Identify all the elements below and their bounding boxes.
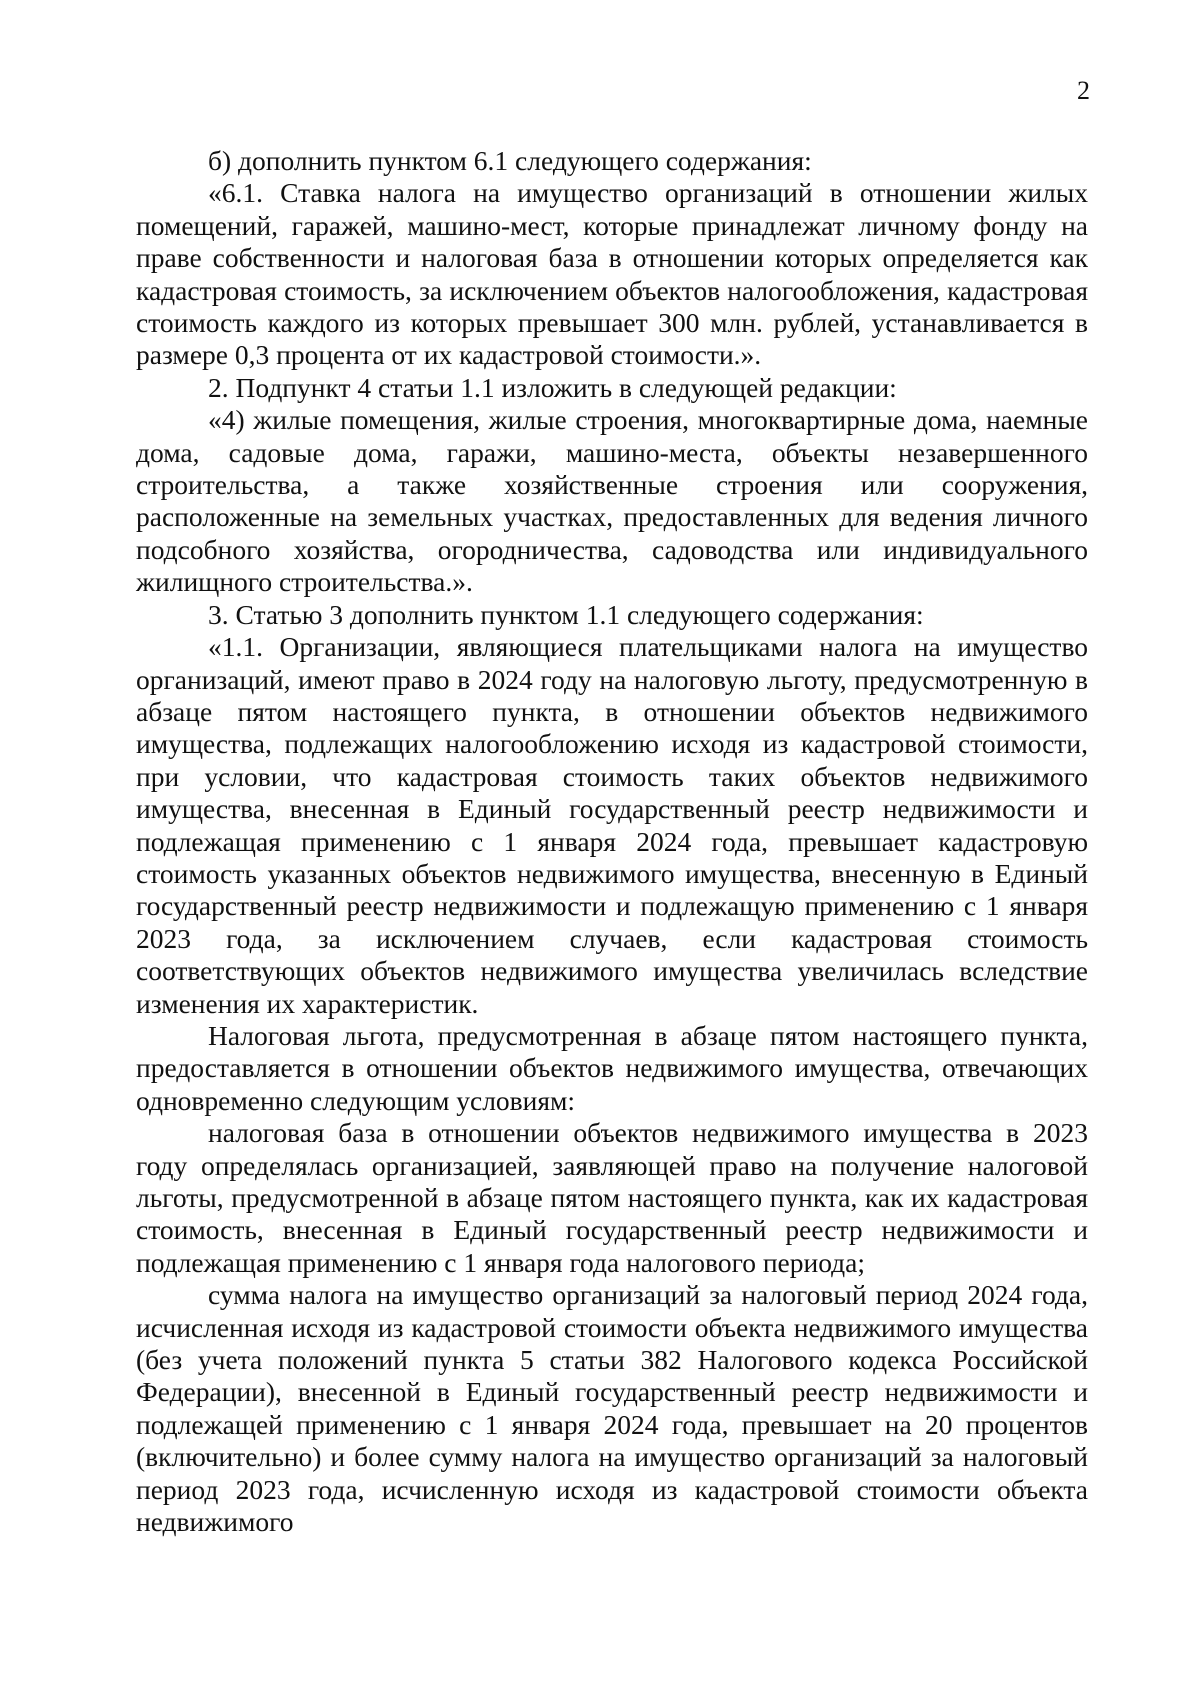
paragraph-condition-2: сумма налога на имущество организаций за налоговый период 2024 года, исчисленная исходя из кадастровой стоимости объекта недвижимого имущества (без учета положений пункта 5 статьи 382 Налогового кодекса Российской Федерации), внесенной в Единый государственный реестр недвижимости и подлежащей применению с 1 января 2024 года, превышает на 20 процентов (включительно) и более сумму налога на имущество организаций за налоговый период 2023 года, исчисленную исходя из кадастровой стоимости объекта недвижимого <box>136 1279 1088 1538</box>
paragraph-condition-1: налоговая база в отношении объектов недвижимого имущества в 2023 году определялась организацией, заявляющей право на получение налоговой льготы, предусмотренной в абзаце пятом настоящего пункта, как их кадастровая стоимость, внесенная в Единый государственный реестр недвижимости и подлежащая применению с 1 января года налогового периода; <box>136 1117 1088 1278</box>
paragraph-amendment-intro: б) дополнить пунктом 6.1 следующего содержания: <box>208 145 812 176</box>
paragraph-clause-1-1: «1.1. Организации, являющиеся плательщиками налога на имущество организаций, имеют право в 2024 году на налоговую льготу, предусмотренную в абзаце пятом настоящего пункта, в отношении объектов недвижимого имущества, подлежащих налогообложению исходя из кадастровой стоимости, при условии, что кадастровая стоимость таких объектов недвижимого имущества, внесенная в Единый государственный реестр недвижимости и подлежащая применению с 1 января 2024 года, превышает кадастровую стоимость указанных объектов недвижимого имущества, внесенную в Единый государственный реестр недвижимости и подлежащую применению с 1 января 2023 года, за исключением случаев, если кадастровая стоимость соответствующих объектов недвижимого имущества увеличилась вследствие изменения их характеристик. <box>136 631 1088 1019</box>
paragraph-tax-benefit: Налоговая льгота, предусмотренная в абзаце пятом настоящего пункта, предоставляется в отношении объектов недвижимого имущества, отвечающих одновременно следующим условиям: <box>136 1019 1088 1116</box>
paragraph-subitem-4: «4) жилые помещения, жилые строения, многоквартирные дома, наемные дома, садовые дома, гаражи, машино-места, объекты незавершенного строительства, а также хозяйственные строения или сооружения, расположенные на земельных участках, предоставленных для ведения личного подсобного хозяйства, огородничества, садоводства или индивидуального жилищного строительства.». <box>136 404 1088 598</box>
paragraph-clause-6-1: «6.1. Ставка налога на имущество организаций в отношении жилых помещений, гаражей, машино-мест, которые принадлежат личному фонду на праве собственности и налоговая база в отношении которых определяется как кадастровая стоимость, за исключением объектов налогообложения, кадастровая стоимость каждого из которых превышает 300 млн. рублей, устанавливается в размере 0,3 процента от их кадастровой стоимости.». <box>136 177 1088 371</box>
paragraph-item-3: 3. Статью 3 дополнить пунктом 1.1 следующего содержания: <box>208 598 924 630</box>
document-body <box>136 145 1088 1538</box>
page-number: 2 <box>1077 76 1090 105</box>
paragraph-item-2: 2. Подпункт 4 статьи 1.1 изложить в следующей редакции: <box>208 371 897 403</box>
